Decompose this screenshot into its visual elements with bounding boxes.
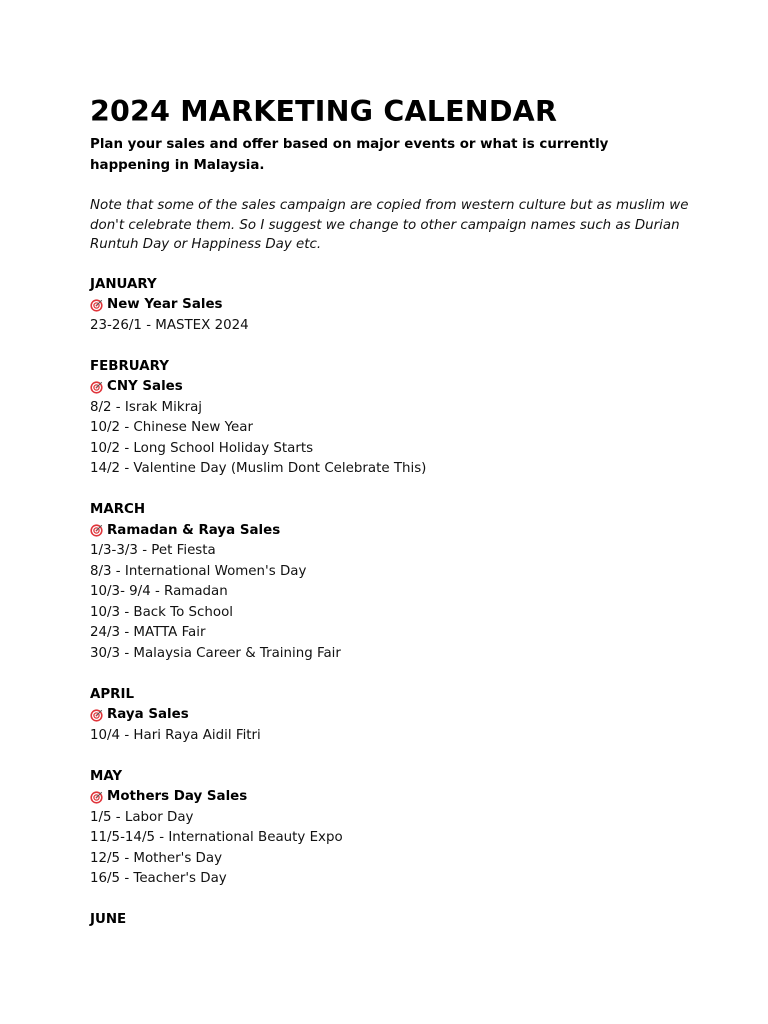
intro-text: Plan your sales and offer based on major events or what is currently happening in Malaysia. <box>90 137 609 173</box>
event-item: 1/5 - Labor Day <box>90 809 194 825</box>
event-item: 10/2 - Long School Holiday Starts <box>90 440 314 456</box>
note-text: Note that some of the sales campaign are copied from western culture but as muslim we don't celebrate them. So I suggest we change to other campaign names such as Durian Runtuh Day or Happiness Day etc. <box>90 198 689 252</box>
months-list <box>90 275 690 931</box>
document-page <box>90 94 690 931</box>
campaign-label: Ramadan & Raya Sales <box>107 522 281 538</box>
month-heading: JANUARY <box>90 276 157 292</box>
event-item: 12/5 - Mother's Day <box>90 850 222 866</box>
event-item: 10/3 - Back To School <box>90 604 233 620</box>
campaign-heading <box>90 377 690 398</box>
event-item: 11/5-14/5 - International Beauty Expo <box>90 830 343 845</box>
event-item: 14/2 - Valentine Day (Muslim Dont Celebrate This) <box>90 461 427 476</box>
event-list <box>90 808 690 890</box>
event-list <box>90 398 690 480</box>
event-item: 8/3 - International Women's Day <box>90 563 307 579</box>
month-section-april <box>90 685 690 747</box>
month-heading: FEBRUARY <box>90 358 169 374</box>
campaign-heading <box>90 705 690 726</box>
month-heading: MAY <box>90 768 123 784</box>
event-item: 10/2 - Chinese New Year <box>90 420 253 435</box>
campaign-label: New Year Sales <box>107 297 223 312</box>
month-heading: MARCH <box>90 502 146 517</box>
target-icon <box>90 709 103 722</box>
target-icon <box>90 791 103 804</box>
event-item: 16/5 - Teacher's Day <box>90 871 227 886</box>
event-item: 23-26/1 - MASTEX 2024 <box>90 317 249 333</box>
event-item: 10/3- 9/4 - Ramadan <box>90 584 228 599</box>
campaign-heading <box>90 295 690 316</box>
event-item: 1/3-3/3 - Pet Fiesta <box>90 543 216 558</box>
month-section-june <box>90 910 690 931</box>
campaign-label: Raya Sales <box>107 707 189 722</box>
campaign-heading <box>90 787 690 808</box>
target-icon <box>90 299 103 312</box>
target-icon <box>90 381 103 394</box>
event-list <box>90 316 690 337</box>
event-item: 30/3 - Malaysia Career & Training Fair <box>90 645 341 661</box>
event-item: 10/4 - Hari Raya Aidil Fitri <box>90 727 261 743</box>
month-section-february <box>90 357 690 480</box>
month-section-march <box>90 500 690 664</box>
month-heading: APRIL <box>90 686 135 702</box>
campaign-label: Mothers Day Sales <box>107 789 248 804</box>
event-item: 8/2 - Israk Mikraj <box>90 399 203 415</box>
page-title: 2024 MARKETING CALENDAR <box>90 95 558 128</box>
event-list <box>90 726 690 747</box>
month-heading: JUNE <box>90 912 127 927</box>
event-list <box>90 541 690 664</box>
month-section-may <box>90 767 690 890</box>
target-icon <box>90 524 103 537</box>
event-item: 24/3 - MATTA Fair <box>90 625 206 640</box>
campaign-heading <box>90 521 690 542</box>
month-section-january <box>90 275 690 337</box>
campaign-label: CNY Sales <box>107 379 183 394</box>
